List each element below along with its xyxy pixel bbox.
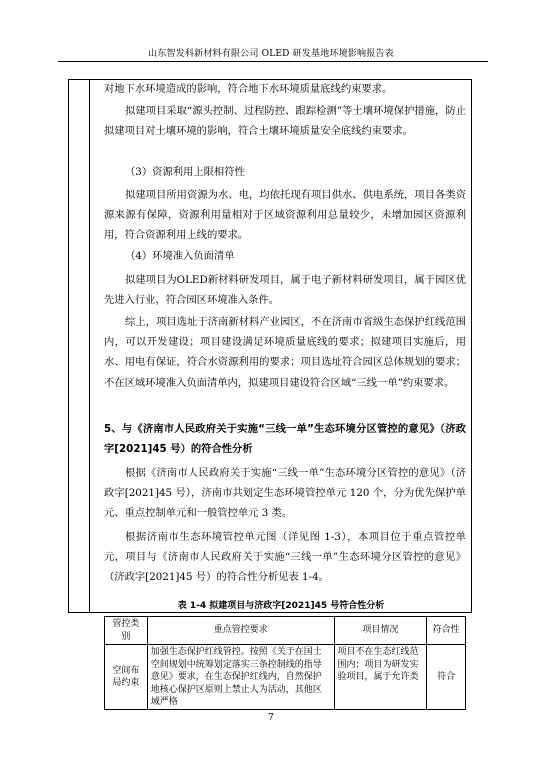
paragraph-groundwater: 对地下水环境造成的影响，符合地下水环境质量底线约束要求。 <box>104 83 393 95</box>
header-situation: 项目情况 <box>334 617 427 645</box>
table-row <box>105 645 466 710</box>
page-number: 7 <box>268 713 274 723</box>
compliance-table <box>104 616 466 710</box>
paragraph-summary: 综上，项目选址于济南新材料产业园区，不在济南市省级生态保护红线范围内，可以开发建设；项目建设满足环境质量底线的要求；拟建项目实施后，用水、用电有保证，符合水资源利用的要求；项目选址符合园区总体规划的要求；不在区域环境准入负面清单内，拟建项目建设符合区域“三线一单”约束要求。 <box>104 316 466 389</box>
header-category: 管控类别 <box>105 617 148 645</box>
table-title: 表 1-4 拟建项目与济政字[2021]45 号符合性分析 <box>177 601 385 611</box>
paragraph-location: 根据济南市生态环境管控单元图（详见图 1-3），本项目位于重点管控单元，项目与《济南市人民政府关于实施“三线一单”生态环境分区管控的意见》（济政字[2021]45 号）的符合性分析见表 1-4。 <box>104 531 466 584</box>
heading-resource-limit: （3）资源利用上限相符性 <box>125 166 245 178</box>
paragraph-soil: 拟建项目采取“源头控制、过程防控、跟踪检测”等土壤环境保护措施，防止拟建项目对土壤环境的影响，符合土壤环境质量安全底线约束要求。 <box>104 105 466 138</box>
table-header-row <box>105 617 466 645</box>
cell-compliance: 符合 <box>427 645 466 710</box>
header-compliance: 符合性 <box>427 617 466 645</box>
heading-negative-list: （4）环境准入负面清单 <box>125 250 235 262</box>
left-label-column <box>68 79 90 613</box>
section-heading-5: 5、与《济南市人民政府关于实施“三线一单”生态环境分区管控的意见》（济政字[2021]45 号）的符合性分析 <box>104 423 466 456</box>
paragraph-access: 拟建项目为OLED新材料研发项目，属于电子新材料研发项目，属于园区优先进入行业，符合园区环境准入条件。 <box>104 274 466 307</box>
header-rule <box>58 61 488 62</box>
paragraph-resource: 拟建项目所用资源为水、电，均依托现有项目供水、供电系统，项目各类资源来源有保障，资源利用量相对于区域资源利用总量较少，未增加园区资源利用，符合资源利用上线的要求。 <box>104 189 466 242</box>
document-header: 山东智发科新材料有限公司 OLED 研发基地环境影响报告表 <box>148 49 394 59</box>
paragraph-basis: 根据《济南市人民政府关于实施“三线一单”生态环境分区管控的意见》（济政字[2021]45 号），济南市共划定生态环境管控单元 120 个，分为优先保护单元、重点控制单元和一般管控单元 3 类。 <box>104 467 466 520</box>
header-requirement: 重点管控要求 <box>147 617 334 645</box>
requirement-text: 加强生态保护红线管控。按照《关于在国土空间规划中统筹划定落实三条控制线的指导意见》要求，在生态保护红线内，自然保护地核心保护区原则上禁止人为活动，其他区域严格 <box>150 647 322 707</box>
situation-text: 项目不在生态红线范围内；项目为研发实验项目，属于允许类 <box>337 647 419 682</box>
cell-situation <box>334 645 427 710</box>
cell-requirement <box>147 645 334 710</box>
cell-category: 空间布局约束 <box>105 645 148 710</box>
